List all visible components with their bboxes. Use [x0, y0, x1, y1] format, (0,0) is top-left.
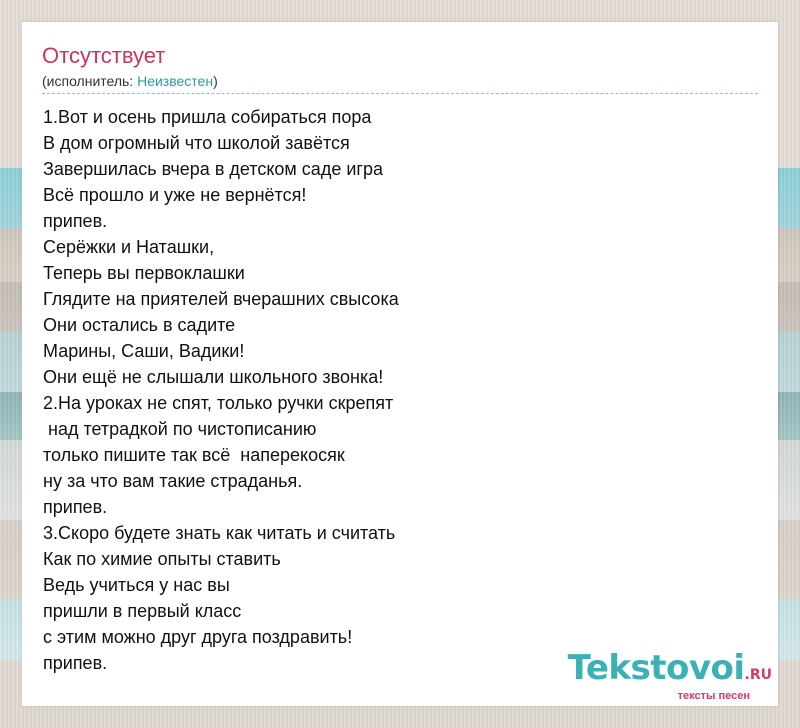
lyric-line: 3.Скоро будете знать как читать и считать: [43, 523, 396, 543]
lyric-line: 1.Вот и осень пришла собираться пора: [43, 107, 372, 127]
lyric-line: только пишите так всё наперекосяк: [43, 445, 345, 465]
logo-main-text: Tekstovoi: [567, 648, 745, 688]
song-title: Отсутствует: [42, 43, 166, 68]
lyric-line: ну за что вам такие страданья.: [43, 471, 303, 491]
logo-tagline: тексты песен: [677, 690, 750, 702]
lyric-line: Глядите на приятелей вчерашних свысока: [43, 289, 399, 309]
lyric-line: припев.: [43, 211, 108, 231]
lyric-line: с этим можно друг друга поздравить!: [43, 627, 353, 647]
lyrics-card: [22, 22, 778, 706]
lyric-line: Всё прошло и уже не вернётся!: [43, 185, 307, 205]
lyric-line: Они ещё не слышали школьного звонка!: [43, 367, 384, 387]
artist-link[interactable]: Неизвестен: [137, 73, 214, 89]
lyric-line: Ведь учиться у нас вы: [43, 575, 230, 595]
lyric-line: припев.: [43, 497, 108, 517]
logo-domain: .RU: [744, 667, 772, 683]
lyric-line: 2.На уроках не спят, только ручки скрепят: [43, 393, 394, 413]
artist-prefix: (исполнитель:: [42, 73, 138, 89]
lyric-line: Серёжки и Наташки,: [43, 237, 215, 257]
lyric-line: над тетрадкой по чистописанию: [43, 419, 317, 439]
lyric-line: Как по химие опыты ставить: [43, 549, 281, 569]
lyric-line: Теперь вы первоклашки: [43, 263, 245, 283]
site-logo[interactable]: [567, 648, 772, 702]
lyric-line: припев.: [43, 653, 108, 673]
lyrics-text: [43, 104, 399, 676]
lyric-line: Марины, Саши, Вадики!: [43, 341, 245, 361]
lyric-line: пришли в первый класс: [43, 601, 242, 621]
lyric-line: Завершилась вчера в детском саде игра: [43, 159, 383, 179]
artist-line: [42, 73, 218, 89]
artist-suffix: ): [213, 73, 218, 89]
divider: [42, 93, 758, 94]
lyric-line: В дом огромный что школой завётся: [43, 133, 350, 153]
lyric-line: Они остались в садите: [43, 315, 236, 335]
